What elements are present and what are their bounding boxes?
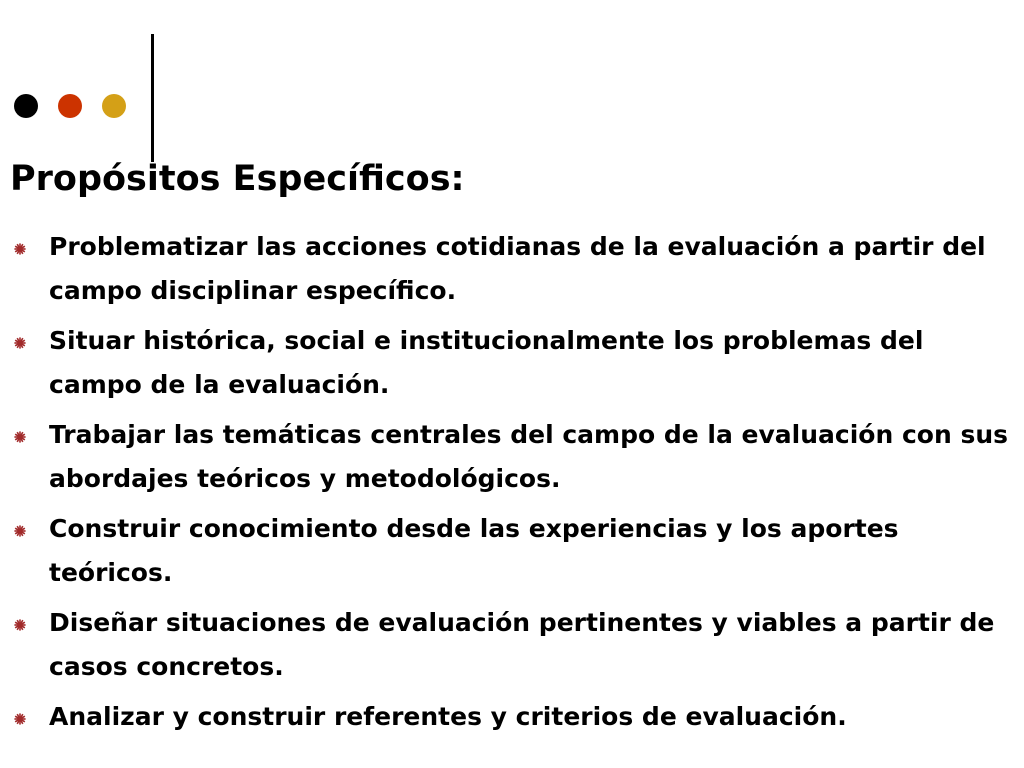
- list-item: [14, 225, 1014, 313]
- red-dot-icon: [58, 94, 82, 118]
- starburst-bullet-icon: [14, 713, 26, 725]
- bullet-text: Situar histórica, social e institucionalmente los problemas del campo de la evaluación.: [49, 326, 924, 399]
- bullet-text: Problematizar las acciones cotidianas de la evaluación a partir del campo disciplinar específico.: [49, 232, 986, 305]
- bullet-list: [14, 225, 1014, 745]
- starburst-bullet-icon: [14, 337, 26, 349]
- starburst-bullet-icon: [14, 243, 26, 255]
- starburst-bullet-icon: [14, 525, 26, 537]
- slide-title: Propósitos Específicos:: [10, 159, 465, 199]
- decorative-vertical-line: [151, 34, 154, 162]
- bullet-text: Diseñar situaciones de evaluación pertinentes y viables a partir de casos concretos.: [49, 608, 995, 681]
- gold-dot-icon: [102, 94, 126, 118]
- bullet-text: Construir conocimiento desde las experiencias y los aportes teóricos.: [49, 514, 899, 587]
- list-item: [14, 601, 1014, 689]
- starburst-bullet-icon: [14, 431, 26, 443]
- list-item: [14, 695, 1014, 739]
- list-item: [14, 413, 1014, 501]
- black-dot-icon: [14, 94, 38, 118]
- starburst-bullet-icon: [14, 619, 26, 631]
- bullet-text: Trabajar las temáticas centrales del campo de la evaluación con sus abordajes teóricos y metodológicos.: [49, 420, 1009, 493]
- list-item: [14, 507, 1014, 595]
- decorative-dots: [14, 94, 146, 118]
- bullet-text: Analizar y construir referentes y criterios de evaluación.: [49, 702, 847, 731]
- list-item: [14, 319, 1014, 407]
